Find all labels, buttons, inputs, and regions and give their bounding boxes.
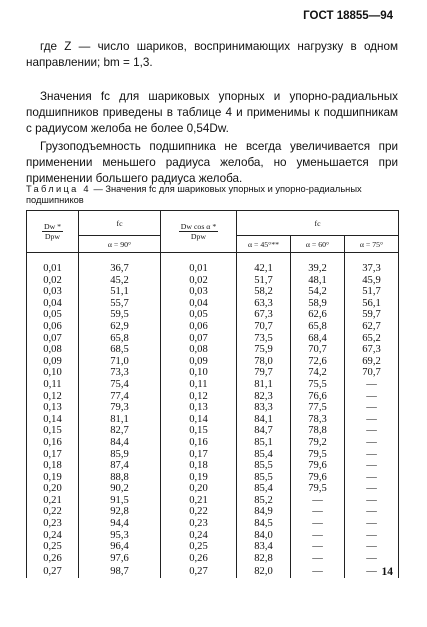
table-cell: 79,6 <box>291 460 345 472</box>
table-cell: 91,5 <box>79 495 161 507</box>
table-cell: 69,2 <box>345 356 399 368</box>
table-cell: 0,06 <box>161 321 237 333</box>
table-cell: 85,1 <box>237 437 291 449</box>
table-cell: 0,02 <box>27 275 79 287</box>
table-cell: 78,8 <box>291 425 345 437</box>
table-cell: — <box>291 553 345 565</box>
table-cell: 79,7 <box>237 367 291 379</box>
table-cell: 42,1 <box>237 263 291 275</box>
table-cell: 0,15 <box>161 425 237 437</box>
table-row <box>27 553 399 565</box>
table-cell: — <box>291 564 345 578</box>
table-cell: 0,07 <box>27 333 79 345</box>
standard-number: ГОСТ 18855—94 <box>303 10 393 22</box>
table-cell: 58,2 <box>237 286 291 298</box>
table-cell: — <box>345 506 399 518</box>
table-row <box>27 425 399 437</box>
table-cell: 0,26 <box>27 553 79 565</box>
table-cell: 0,07 <box>161 333 237 345</box>
table-cell: 0,16 <box>161 437 237 449</box>
table-cell: 78,0 <box>237 356 291 368</box>
table-row <box>27 506 399 518</box>
table-cell: 0,04 <box>27 298 79 310</box>
table-cell: 0,01 <box>161 263 237 275</box>
table-row <box>27 333 399 345</box>
table-cell: 85,2 <box>237 495 291 507</box>
table-cell: 79,5 <box>291 449 345 461</box>
header-alpha-75: α = 75° <box>345 236 399 253</box>
table-row <box>27 495 399 507</box>
header-dw-cos-dpw: $\frac{\text{Dw cos α *}}{\text{Dpw}}$ <box>161 211 237 253</box>
table-cell: 97,6 <box>79 553 161 565</box>
table-cell: 67,3 <box>237 309 291 321</box>
table-cell: 62,7 <box>345 321 399 333</box>
table-cell: 90,2 <box>79 483 161 495</box>
table-cell: 87,4 <box>79 460 161 472</box>
table-cell: — <box>345 460 399 472</box>
table-cell: 79,5 <box>291 483 345 495</box>
table-row <box>27 460 399 472</box>
table-cell: 81,1 <box>237 379 291 391</box>
table-row <box>27 402 399 414</box>
table-cell: 0,22 <box>27 506 79 518</box>
table-row <box>27 309 399 321</box>
table-cell: 56,1 <box>345 298 399 310</box>
table-cell: 82,7 <box>79 425 161 437</box>
table-cell: 70,7 <box>345 367 399 379</box>
table-cell: 0,09 <box>161 356 237 368</box>
table-cell: 77,4 <box>79 391 161 403</box>
table-cell: — <box>345 472 399 484</box>
table-row <box>27 321 399 333</box>
table-cell: 70,7 <box>237 321 291 333</box>
table-cell: 0,05 <box>27 309 79 321</box>
table-cell: — <box>291 530 345 542</box>
table-cell: 84,7 <box>237 425 291 437</box>
table-row <box>27 391 399 403</box>
table-cell: 0,13 <box>27 402 79 414</box>
table-cell: 0,06 <box>27 321 79 333</box>
table-cell: — <box>345 541 399 553</box>
table-cell: 79,2 <box>291 437 345 449</box>
table-cell: 0,02 <box>161 275 237 287</box>
table-cell: 84,5 <box>237 518 291 530</box>
table-cell: — <box>291 495 345 507</box>
table-row <box>27 472 399 484</box>
table-row <box>27 483 399 495</box>
table-cell: 0,20 <box>27 483 79 495</box>
table-cell: 0,27 <box>161 564 237 578</box>
table-cell: 84,1 <box>237 414 291 426</box>
table-cell: 84,9 <box>237 506 291 518</box>
table-cell: — <box>345 425 399 437</box>
table-cell: 82,8 <box>237 553 291 565</box>
table-cell: 63,3 <box>237 298 291 310</box>
table-cell: 65,2 <box>345 333 399 345</box>
table-body <box>27 263 399 578</box>
table-row <box>27 414 399 426</box>
table-caption-text: — Значения fc для шариковых упорных и упорно-радиальных подшипников <box>26 184 362 205</box>
table-cell: 83,3 <box>237 402 291 414</box>
table-cell: 84,0 <box>237 530 291 542</box>
table-cell: 75,4 <box>79 379 161 391</box>
table-row <box>27 437 399 449</box>
table-cell: 0,11 <box>161 379 237 391</box>
table-cell: — <box>345 495 399 507</box>
table-cell: 0,17 <box>161 449 237 461</box>
table-cell: 68,4 <box>291 333 345 345</box>
table-cell: 0,04 <box>161 298 237 310</box>
table-cell: — <box>345 483 399 495</box>
table-cell: 81,1 <box>79 414 161 426</box>
paragraph-groove-radius: Грузоподъемность подшипника не всегда увеличивается при применении меньшего радиуса желоба, но уменьшается при применении большего радиуса желоба. <box>26 140 398 186</box>
table-cell: 0,05 <box>161 309 237 321</box>
fc-values-table <box>26 210 399 578</box>
table-cell: 82,0 <box>237 564 291 578</box>
table-cell: 92,8 <box>79 506 161 518</box>
table-cell: 0,21 <box>27 495 79 507</box>
table-cell: 85,4 <box>237 483 291 495</box>
table-cell: 0,23 <box>161 518 237 530</box>
table-cell: 0,24 <box>161 530 237 542</box>
table-row <box>27 518 399 530</box>
table-cell: 0,17 <box>27 449 79 461</box>
header-alpha-60: α = 60° <box>291 236 345 253</box>
table-cell: — <box>291 518 345 530</box>
table-cell: — <box>345 414 399 426</box>
table-cell: — <box>345 391 399 403</box>
table-cell: 0,13 <box>161 402 237 414</box>
table-cell: 0,19 <box>161 472 237 484</box>
table-cell: 0,14 <box>27 414 79 426</box>
table-cell: 48,1 <box>291 275 345 287</box>
table-row <box>27 530 399 542</box>
table-cell: 0,18 <box>161 460 237 472</box>
table-cell: 78,3 <box>291 414 345 426</box>
header-alpha-45: α = 45°** <box>237 236 291 253</box>
table-cell: 75,5 <box>291 379 345 391</box>
table-cell: 0,10 <box>161 367 237 379</box>
table-cell: 0,08 <box>27 344 79 356</box>
table-row <box>27 356 399 368</box>
table-cell: 79,6 <box>291 472 345 484</box>
paragraph-variables: где Z — число шариков, воспринимающих нагрузку в одном направлении; bm = 1,3. <box>26 40 398 70</box>
table-cell: 0,03 <box>161 286 237 298</box>
table-cell: — <box>345 437 399 449</box>
table-cell: 51,7 <box>345 286 399 298</box>
table-cell: 67,3 <box>345 344 399 356</box>
table-row <box>27 263 399 275</box>
table-cell: 37,3 <box>345 263 399 275</box>
table-cell: 84,4 <box>79 437 161 449</box>
table-cell: — <box>345 530 399 542</box>
table-cell: 51,7 <box>237 275 291 287</box>
table-cell: 77,5 <box>291 402 345 414</box>
table-cell: 72,6 <box>291 356 345 368</box>
table-cell: 85,5 <box>237 460 291 472</box>
table-caption-lead: Таблица 4 <box>26 184 91 194</box>
table-row <box>27 379 399 391</box>
table-cell: 45,2 <box>79 275 161 287</box>
table-row <box>27 275 399 287</box>
table-cell: 0,15 <box>27 425 79 437</box>
table-cell: 0,25 <box>27 541 79 553</box>
table-cell: 0,01 <box>27 263 79 275</box>
table-cell: 76,6 <box>291 391 345 403</box>
table-cell: 75,9 <box>237 344 291 356</box>
table-row <box>27 541 399 553</box>
table-header <box>27 211 399 253</box>
table-cell: 59,7 <box>345 309 399 321</box>
table-cell: 51,1 <box>79 286 161 298</box>
table-cell: — <box>345 402 399 414</box>
table-cell: — <box>345 379 399 391</box>
header-fc-90: fc <box>79 211 161 236</box>
table-cell: 62,9 <box>79 321 161 333</box>
table-cell: — <box>345 553 399 565</box>
table-cell: 70,7 <box>291 344 345 356</box>
table-cell: — <box>291 541 345 553</box>
table-cell: 0,22 <box>161 506 237 518</box>
table-cell: 65,8 <box>291 321 345 333</box>
table-cell: 73,5 <box>237 333 291 345</box>
table-cell: 55,7 <box>79 298 161 310</box>
table-cell: 0,09 <box>27 356 79 368</box>
table-cell: 0,03 <box>27 286 79 298</box>
table-row <box>27 286 399 298</box>
table-cell: 0,21 <box>161 495 237 507</box>
table-cell: 85,9 <box>79 449 161 461</box>
table-cell: 0,25 <box>161 541 237 553</box>
table-row <box>27 298 399 310</box>
table-cell: 0,12 <box>27 391 79 403</box>
table-cell: — <box>345 564 399 578</box>
table-cell: 95,3 <box>79 530 161 542</box>
table-row <box>27 367 399 379</box>
table-cell: 0,14 <box>161 414 237 426</box>
table-cell: 98,7 <box>79 564 161 578</box>
table-cell: 0,18 <box>27 460 79 472</box>
paragraph-fc-values: Значения fc для шариковых упорных и упорно-радиальных подшипников приведены в таблице 4 и применимы к подшипникам с радиусом желоба не более 0,54Dw. <box>26 90 398 136</box>
table-cell: 36,7 <box>79 263 161 275</box>
table-row <box>27 564 399 578</box>
table-cell: — <box>291 506 345 518</box>
table-cell: 45,9 <box>345 275 399 287</box>
table-cell: 0,12 <box>161 391 237 403</box>
table-cell: 82,3 <box>237 391 291 403</box>
header-fc-angled: fc <box>237 211 399 236</box>
table-cell: 0,16 <box>27 437 79 449</box>
header-dw-dpw: $\frac{Dw *}{\text{Dpw}}$ <box>27 211 79 253</box>
table-cell: 0,27 <box>27 564 79 578</box>
table-cell: 54,2 <box>291 286 345 298</box>
table-cell: 94,4 <box>79 518 161 530</box>
table-cell: 85,5 <box>237 472 291 484</box>
table-cell: — <box>345 518 399 530</box>
table-cell: 0,24 <box>27 530 79 542</box>
table-cell: 73,3 <box>79 367 161 379</box>
table-cell: 68,5 <box>79 344 161 356</box>
table-cell: 85,4 <box>237 449 291 461</box>
table-cell: 0,11 <box>27 379 79 391</box>
table-cell: 65,8 <box>79 333 161 345</box>
table-cell: 0,20 <box>161 483 237 495</box>
table-cell: 79,3 <box>79 402 161 414</box>
table-cell: 71,0 <box>79 356 161 368</box>
table-cell: 88,8 <box>79 472 161 484</box>
table-cell: 58,9 <box>291 298 345 310</box>
table-cell: 0,08 <box>161 344 237 356</box>
table-cell: 0,23 <box>27 518 79 530</box>
table-cell: 39,2 <box>291 263 345 275</box>
table-cell: 0,19 <box>27 472 79 484</box>
table-cell: 62,6 <box>291 309 345 321</box>
table-cell: 0,26 <box>161 553 237 565</box>
page-number: 14 <box>381 566 393 578</box>
table-row <box>27 449 399 461</box>
table-cell: 83,4 <box>237 541 291 553</box>
table-caption <box>26 184 398 206</box>
table-cell: 0,10 <box>27 367 79 379</box>
header-alpha-90: α = 90° <box>79 236 161 253</box>
table-cell: 74,2 <box>291 367 345 379</box>
table-cell: — <box>345 449 399 461</box>
table-cell: 59,5 <box>79 309 161 321</box>
table-cell: 96,4 <box>79 541 161 553</box>
table-row <box>27 344 399 356</box>
